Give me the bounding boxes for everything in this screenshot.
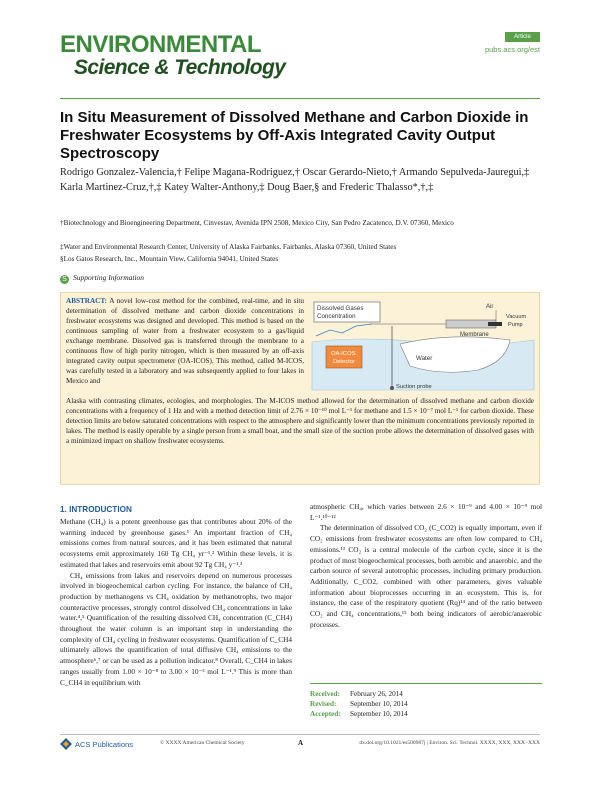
abstract-text-1: A novel low-cost method for the combined, real-time, and in situ determination of dissolved methane and carbon dioxide concentrations in freshwater ecosystems was designed and developed. This method is based on the continuous sampling of water from a freshwater ecosystem to a gas/liquid exchange membrane. Dissolved gas is transferred through the membrane to a continuous flow of high purity nitrogen, which is then measured by an off-axis integrated cavity output spectrometer (OA-ICOS). This method, called M-ICOS, was carefully tested in a laboratory and was subsequently applied to four lakes in Mexico and — [66, 297, 304, 385]
affiliation-1: †Biotechnology and Bioengineering Department, Cinvestav, Avenida IPN 2508, Mexico City, San Pedro Zacatenco, D.V. 07360, Mexico — [60, 219, 454, 227]
toc-vacuum-label: Vacuum — [506, 314, 527, 320]
intro-paragraph-2: CH₄ emissions from lakes and reservoirs depend on numerous processes involved in biogeochemical carbon cycling. For instance, the balance of CH₄ production by methanogens vs CH₄ oxidation by methanotrophs, two major counteractive processes, strongly control dissolved CH₄ concentrations in lake water.⁴,⁵ Quantification of the resulting dissolved CH₄ concentration (C_CH4) throughout the water column is an important step in understanding the complexity of CH₄ cycling in freshwater ecosystems. Quantification of C_CH4 ultimately allows the quantification of total diffusive CH₄ emissions to the atmosphere⁶,⁷ or can be used as a pollution indicator.⁸ Overall, C_CH4 in lakes ranges usually from 1.00 × 10⁻⁸ to 3.00 × 10⁻³ mol L⁻¹.⁹ This is more than C_CH4 in equilibrium with — [60, 570, 292, 687]
toc-graphic — [310, 296, 536, 392]
article-type-badge: Article — [505, 32, 540, 42]
intro-left-column — [60, 517, 292, 688]
header-divider — [60, 98, 540, 99]
section-heading-introduction: 1. INTRODUCTION — [60, 505, 132, 514]
supporting-information-link[interactable] — [60, 273, 144, 284]
toc-gases-label-line2: Concentration — [317, 313, 356, 320]
toc-air-label: Air — [486, 304, 494, 310]
acs-publisher-name: ACS Publications — [75, 740, 133, 749]
supporting-info-icon: S — [60, 275, 69, 284]
toc-pump-label: Pump — [508, 322, 523, 328]
journal-url-link[interactable]: pubs.acs.org/est — [484, 45, 540, 54]
copyright-notice: © XXXX American Chemical Society — [160, 740, 245, 746]
toc-gases-label-line1: Dissolved Gases — [317, 305, 364, 312]
date-row-revised: Revised: September 10, 2014 — [310, 700, 408, 708]
footer-divider — [60, 734, 540, 735]
article-dates — [310, 683, 542, 719]
page-number: A — [298, 739, 304, 747]
toc-detector-line2: Detector — [333, 359, 355, 365]
intro-paragraph-4: The determination of dissolved CO₂ (C_CO2) is equally important, even if CO₂ emissions from freshwater ecosystems are often low compared to CH₄ emissions.¹³ CO₂ is a central molecule of the carbon cycle, since it is the product of most biogeochemical processes, both aerobic and anaerobic, and the carbon source of several autotrophic processes, including primary production. Additionally, C_CO2, combined with other parameters, gives valuable information about bioprocesses occurring in an ecosystem. This is, for instance, the case of the respiratory quotient (Rq)¹⁴ and of the ratio between CO₂ and CH₄ concentrations,¹⁵ both being indicators of aerobic/anaerobic processes. — [310, 523, 542, 629]
logo-line-2: Science & Technology — [74, 56, 286, 79]
toc-probe-label: Suction probe — [396, 384, 432, 390]
affiliation-2: ‡Water and Environmental Research Center, University of Alaska Fairbanks, Fairbanks, Alaska 07360, United States — [60, 243, 397, 251]
doi-link[interactable]: dx.doi.org/10.1021/es500987j | Environ. Sci. Technol. XXXX, XXX, XXX−XXX — [359, 740, 540, 746]
journal-logo — [60, 32, 310, 84]
intro-paragraph-3: atmospheric CH₄, which varies between 2.6 × 10⁻⁹ and 4.00 × 10⁻⁹ mol L⁻¹.¹⁰⁻¹² — [310, 502, 542, 522]
intro-right-column — [310, 502, 542, 630]
abstract-label: ABSTRACT: — [66, 297, 108, 305]
acs-publications-logo — [60, 738, 133, 750]
date-row-accepted: Accepted: September 10, 2014 — [310, 710, 408, 718]
paper-title: In Situ Measurement of Dissolved Methane and Carbon Dioxide in Freshwater Ecosystems by Off-Axis Integrated Cavity Output Spectroscopy — [60, 109, 529, 162]
acs-logo-icon — [60, 738, 72, 750]
supporting-information-label: Supporting Information — [73, 273, 145, 282]
abstract-part-1 — [66, 296, 304, 386]
date-row-received: Received: February 26, 2014 — [310, 690, 403, 698]
abstract-part-2: Alaska with contrasting climates, ecologies, and morphologies. The M-ICOS method allowed for the determination of dissolved methane and carbon dioxide concentrations with a frequency of 1 Hz and with a method detection limit of 2.76 × 10⁻¹⁰ mol L⁻¹ for methane and 1.5 × 10⁻⁷ mol L⁻¹ for carbon dioxide. These detection limits are below saturated concentrations with respect to the atmosphere and significantly lower than the minimum concentrations previously reported in lakes. The method is easily operable by a single person from a small boat, and the small size of the suction probe allows the determination of dissolved gases with a minimized impact on shallow freshwater ecosystems. — [66, 397, 534, 445]
affiliation-3: §Los Gatos Research, Inc., Mountain View, California 94041, United States — [60, 255, 279, 263]
toc-water-label: Water — [416, 355, 433, 362]
intro-paragraph-1: Methane (CH₄) is a potent greenhouse gas that contributes about 20% of the warming induced by greenhouse gases.¹ An important fraction of CH₄ emissions comes from natural sources, and it has been estimated that natural ecosystems emit approximately 160 Tg CH₄ yr⁻¹.² Within these levels, it is estimated that lakes and reservoirs emit about 92 Tg CH₄ y⁻¹.³ — [60, 517, 292, 569]
author-list: Rodrigo Gonzalez-Valencia,† Felipe Magana-Rodriguez,† Oscar Gerardo-Nieto,† Armando Sepulveda-Jauregui,‡ Karla Martinez-Cruz,†,‡ Katey Walter-Anthony,‡ Doug Baer,§ and Frederic Thalasso*,†,‡ — [60, 167, 530, 193]
toc-membrane-label: Membrane — [460, 332, 489, 338]
toc-detector-line1: OA-ICOS — [331, 351, 356, 357]
logo-line-1: ENVIRONMENTAL — [60, 31, 262, 58]
